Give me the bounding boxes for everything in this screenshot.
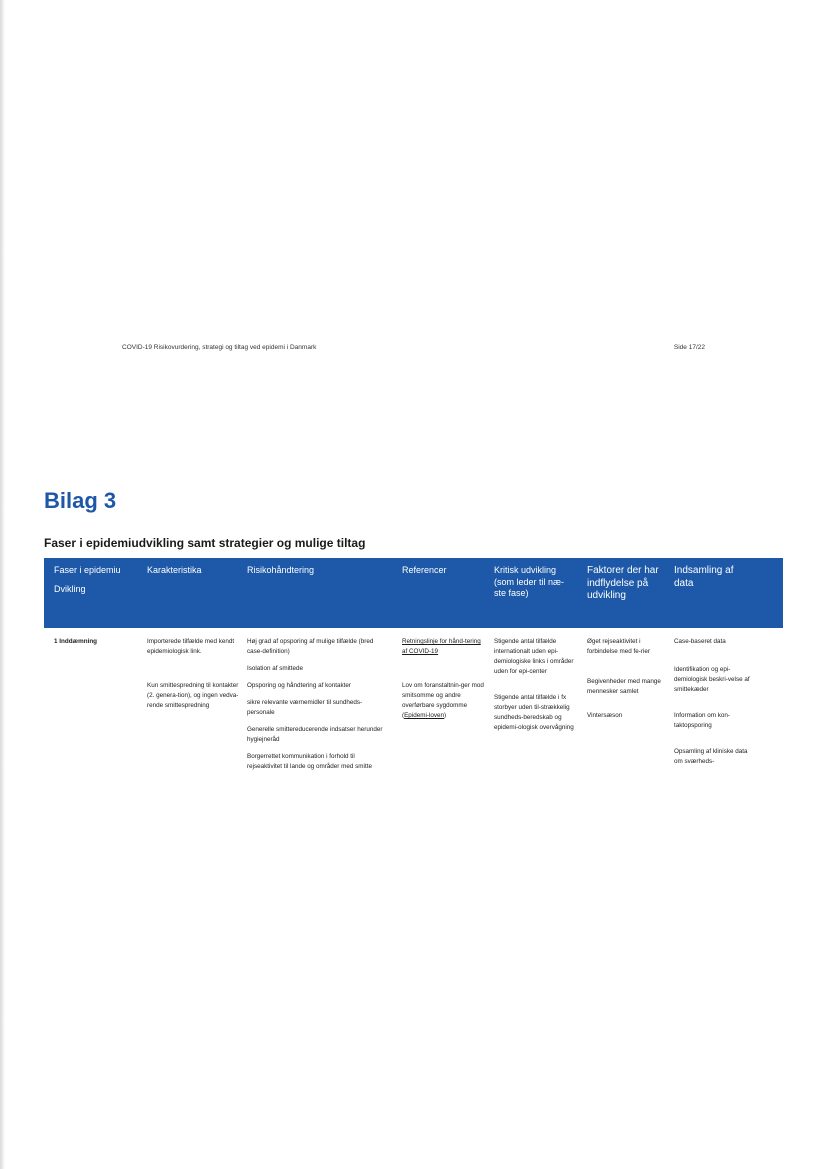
column-header-referencer: Referencer — [402, 565, 447, 575]
appendix-title: Bilag 3 — [44, 488, 117, 513]
phase-label: 1 Inddæmning — [54, 638, 98, 645]
column-header-risikohaandtering: Risikohåndtering — [247, 565, 315, 575]
section-subtitle: Faser i epidemiudvikling samt strategier og mulige tiltag — [44, 536, 366, 550]
kritisk-udvikling-cell: Stigende antal tilfælde internationalt uden epi-demiologiske links i områder uden for epi-center Stigende antal tilfælde i fx storbyer uden til-strækkelig sundheds-beredskab og epidemi-ologisk overvågning — [494, 638, 574, 731]
phases-table — [44, 558, 783, 770]
indsamling-cell: Case-baseret data Identifikation og epi-demiologisk beskri-velse af smittekæder Information om kon-taktopsporing Opsamling af kliniske data om sværheds- — [674, 638, 750, 765]
table-header — [44, 558, 783, 628]
column-header-kritisk-udvikling: Kritisk udvikling (som leder til næ- ste fase) — [494, 565, 565, 598]
risikohaandtering-cell: Høj grad af opsporing af mulige tilfælde (bred case-definition) Isolation af smittede Opsporing og håndtering af kontakter sikre relevante værnemidler til sundheds-personale Generelle smittereducerende indsatser herunder hygiejneråd Borgerrettet kommunikation i forhold til rejseaktivitet til lande og områder med smitte — [247, 638, 383, 770]
page-header — [122, 344, 705, 356]
column-header-karakteristika: Karakteristika — [147, 565, 202, 575]
column-header-indsamling: Indsamling af data — [674, 565, 734, 589]
page-number: Side 17/22 — [673, 344, 705, 351]
referencer-cell: Retningslinje for hånd-tering af COVID-19 Lov om foranstaltnin-ger mod smitsomme og andre overførbare sygdomme (Epidemi-loven) — [402, 638, 484, 719]
column-header-phase: Faser i epidemiu Dvikling — [54, 565, 121, 594]
guideline-link[interactable]: Retningslinje for hånd-tering af COVID-19 — [402, 638, 481, 655]
document-title: COVID-19 Risikovurdering, strategi og tiltag ved epidemi i Danmark — [122, 344, 317, 351]
column-header-faktorer: Faktorer der har indflydelse på udvikling — [587, 565, 659, 601]
faktorer-cell: Øget rejseaktivitet i forbindelse med fe-rier Begivenheder med mange mennesker samlet Vintersæson — [587, 638, 661, 719]
scan-edge — [0, 0, 5, 1169]
epidemic-law-link[interactable]: Epidemi-loven — [404, 712, 445, 719]
karakteristika-cell: Importerede tilfælde med kendt epidemiologisk link. Kun smittespredning til kontakter (2. genera-tion), og ingen vedva-rende smittespredning — [147, 638, 239, 709]
